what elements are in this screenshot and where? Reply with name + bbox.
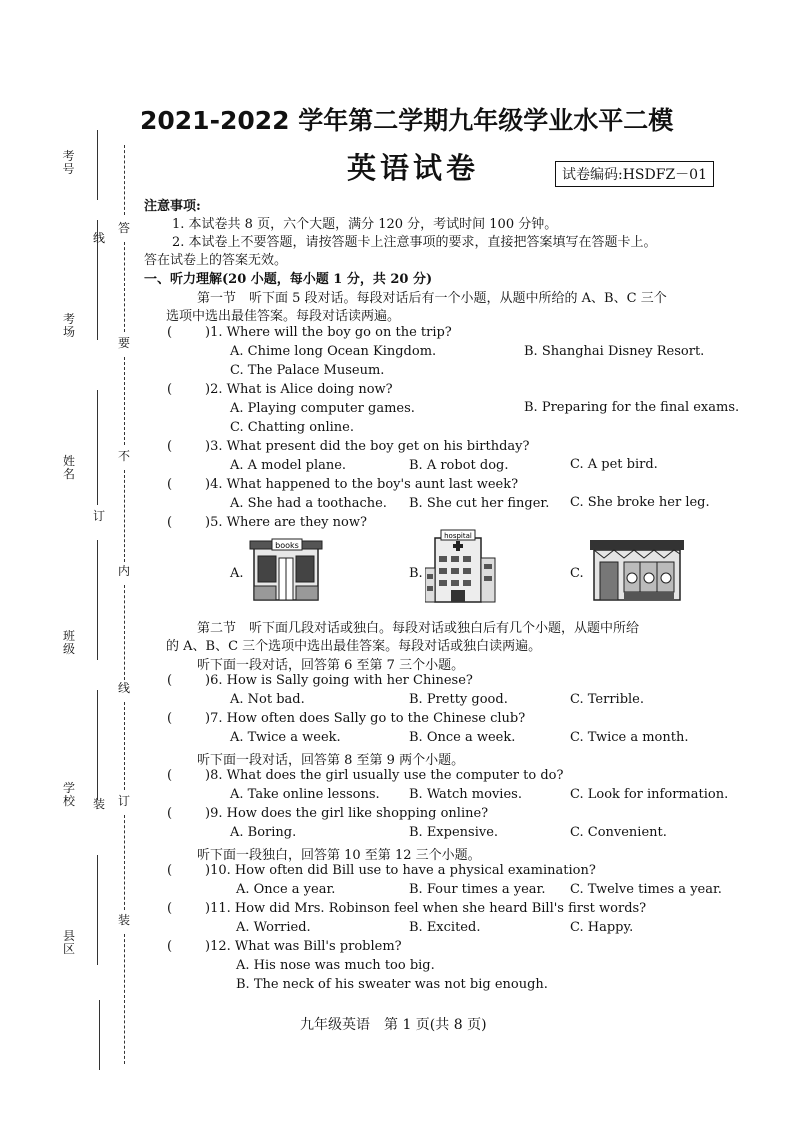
county-line — [97, 855, 98, 965]
seal-outer-ding: 订 — [92, 509, 105, 523]
q5-option-b-label: B. — [409, 566, 423, 581]
q2-option-c: C. Chatting online. — [230, 420, 354, 435]
q1-option-a: A. Chime long Ocean Kingdom. — [230, 344, 437, 359]
intro-q8-q9: 听下面一段对话，回答第 8 至第 9 两个小题。 — [197, 753, 465, 768]
q4-option-a: A. She had a toothache. — [230, 496, 387, 511]
q8-option-a: A. Take online lessons. — [230, 787, 380, 802]
class-line — [97, 540, 98, 660]
q9-option-c: C. Convenient. — [570, 825, 667, 840]
bookstore-picture — [248, 538, 324, 602]
hospital-sign: hospital — [444, 532, 472, 540]
q3-stem: )3. What present did the boy get on his birthday? — [205, 439, 530, 454]
q9-stem: )9. How does the girl like shopping online? — [205, 806, 489, 821]
q8-option-b: B. Watch movies. — [409, 787, 522, 802]
q3-option-c: C. A pet bird. — [570, 457, 658, 472]
q12-answer-paren[interactable]: ( — [167, 939, 173, 954]
q2-answer-paren[interactable]: ( — [167, 382, 173, 397]
q12-option-a: A. His nose was much too big. — [236, 958, 435, 973]
q2-stem: )2. What is Alice doing now? — [205, 382, 393, 397]
q3-option-b: B. A robot dog. — [409, 458, 509, 473]
label-exam-number: 考号 — [62, 149, 75, 176]
q7-option-c: C. Twice a month. — [570, 730, 689, 745]
q3-option-a: A. A model plane. — [230, 458, 347, 473]
part1-instructions-2: 选项中选出最佳答案。每段对话读两遍。 — [166, 309, 401, 324]
q7-stem: )7. How often does Sally go to the Chinese club? — [205, 711, 526, 726]
q11-option-c: C. Happy. — [570, 920, 634, 935]
q5-answer-paren[interactable]: ( — [167, 515, 173, 530]
exam-subtitle: 英语试卷 — [347, 151, 480, 185]
q5-stem: )5. Where are they now? — [205, 515, 367, 530]
q11-answer-paren[interactable]: ( — [167, 901, 173, 916]
q11-stem: )11. How did Mrs. Robinson feel when she heard Bill's first words? — [205, 901, 647, 916]
intro-q10-q12: 听下面一段独白，回答第 10 至第 12 三个小题。 — [197, 848, 481, 863]
notice-line-2: 2. 本试卷上不要答题，请按答题卡上注意事项的要求，直接把答案填写在答题卡上。 — [172, 235, 657, 250]
q10-answer-paren[interactable]: ( — [167, 863, 173, 878]
bookstore-sign: books — [275, 541, 299, 550]
seal-line-b — [124, 357, 125, 445]
q5-option-c-label: C. — [570, 566, 584, 581]
q4-option-c: C. She broke her leg. — [570, 495, 710, 510]
q11-option-b: B. Excited. — [409, 920, 481, 935]
q1-option-b: B. Shanghai Disney Resort. — [524, 344, 705, 359]
q3-answer-paren[interactable]: ( — [167, 439, 173, 454]
q8-answer-paren[interactable]: ( — [167, 768, 173, 783]
q10-stem: )10. How often did Bill use to have a physical examination? — [205, 863, 596, 878]
part1-instructions-1: 第一节 听下面 5 段对话。每段对话后有一个小题，从题中所给的 A、B、C 三个 — [197, 291, 667, 306]
label-county: 县区 — [62, 929, 75, 956]
label-school: 学校 — [62, 781, 75, 808]
q6-answer-paren[interactable]: ( — [167, 673, 173, 688]
q2-option-b: B. Preparing for the final exams. — [524, 400, 740, 415]
seal-inner-ding: 订 — [117, 794, 130, 808]
q9-answer-paren[interactable]: ( — [167, 806, 173, 821]
seal-inner-xian: 线 — [117, 681, 130, 695]
seal-outer-xian: 线 — [92, 231, 105, 245]
seal-line-g — [124, 934, 125, 1064]
q7-option-a: A. Twice a week. — [230, 730, 341, 745]
seal-line-a — [124, 242, 125, 332]
q6-option-c: C. Terrible. — [570, 692, 644, 707]
hospital-picture — [425, 528, 497, 604]
school-line — [97, 690, 98, 800]
part2-instructions-2: 的 A、B、C 三个选项中选出最佳答案。每段对话或独白读两遍。 — [166, 639, 542, 654]
q12-option-b: B. The neck of his sweater was not big enough. — [236, 977, 548, 992]
notice-heading: 注意事项: — [144, 199, 201, 214]
q6-option-b: B. Pretty good. — [409, 692, 508, 707]
q1-stem: )1. Where will the boy go on the trip? — [205, 325, 452, 340]
seal-line-c — [124, 470, 125, 562]
paper-code-box: 试卷编码:HSDFZ－01 — [555, 161, 714, 187]
shop-picture — [590, 538, 684, 602]
label-class: 班级 — [62, 629, 75, 656]
notice-line-1: 1. 本试卷共 8 页，六个大题，满分 120 分，考试时间 100 分钟。 — [172, 217, 558, 232]
exam-title: 2021-2022 学年第二学期九年级学业水平二模 — [140, 106, 674, 135]
q2-option-a: A. Playing computer games. — [230, 401, 415, 416]
q8-stem: )8. What does the girl usually use the computer to do? — [205, 768, 564, 783]
exam-number-line — [97, 130, 98, 200]
q4-stem: )4. What happened to the boy's aunt last week? — [205, 477, 519, 492]
q6-option-a: A. Not bad. — [230, 692, 305, 707]
seal-inner-bu: 不 — [117, 449, 130, 463]
q9-option-a: A. Boring. — [230, 825, 297, 840]
q5-option-a-label: A. — [230, 566, 244, 581]
q12-stem: )12. What was Bill's problem? — [205, 939, 402, 954]
q8-option-c: C. Look for information. — [570, 787, 729, 802]
seal-outer-zhuang: 装 — [92, 797, 105, 811]
label-exam-room: 考场 — [62, 312, 75, 339]
seal-line-d — [124, 585, 125, 680]
q7-option-b: B. Once a week. — [409, 730, 516, 745]
page-footer: 九年级英语 第 1 页(共 8 页) — [300, 1017, 487, 1033]
seal-inner-nei: 内 — [117, 564, 130, 578]
intro-q6-q7: 听下面一段对话，回答第 6 至第 7 三个小题。 — [197, 658, 465, 673]
q10-option-b: B. Four times a year. — [409, 882, 546, 897]
name-line — [97, 390, 98, 505]
q10-option-c: C. Twelve times a year. — [570, 882, 722, 897]
q11-option-a: A. Worried. — [236, 920, 311, 935]
q10-option-a: A. Once a year. — [236, 882, 336, 897]
q6-stem: )6. How is Sally going with her Chinese? — [205, 673, 473, 688]
label-name: 姓名 — [62, 454, 75, 481]
part2-instructions-1: 第二节 听下面几段对话或独白。每段对话或独白后有几个小题，从题中所给 — [197, 621, 640, 636]
q7-answer-paren[interactable]: ( — [167, 711, 173, 726]
q4-answer-paren[interactable]: ( — [167, 477, 173, 492]
seal-line-e — [124, 702, 125, 790]
seal-inner-yao: 要 — [117, 336, 130, 350]
seal-line-upper — [124, 145, 125, 215]
section-heading-listening: 一、听力理解(20 小题，每小题 1 分，共 20 分) — [144, 272, 433, 287]
q1-answer-paren[interactable]: ( — [167, 325, 173, 340]
binding-line — [99, 1000, 100, 1070]
q1-option-c: C. The Palace Museum. — [230, 363, 385, 378]
notice-line-3: 答在试卷上的答案无效。 — [144, 253, 288, 268]
seal-inner-da: 答 — [117, 221, 130, 235]
seal-line-f — [124, 815, 125, 910]
q4-option-b: B. She cut her finger. — [409, 496, 550, 511]
q9-option-b: B. Expensive. — [409, 825, 499, 840]
seal-inner-zhuang: 装 — [117, 913, 130, 927]
